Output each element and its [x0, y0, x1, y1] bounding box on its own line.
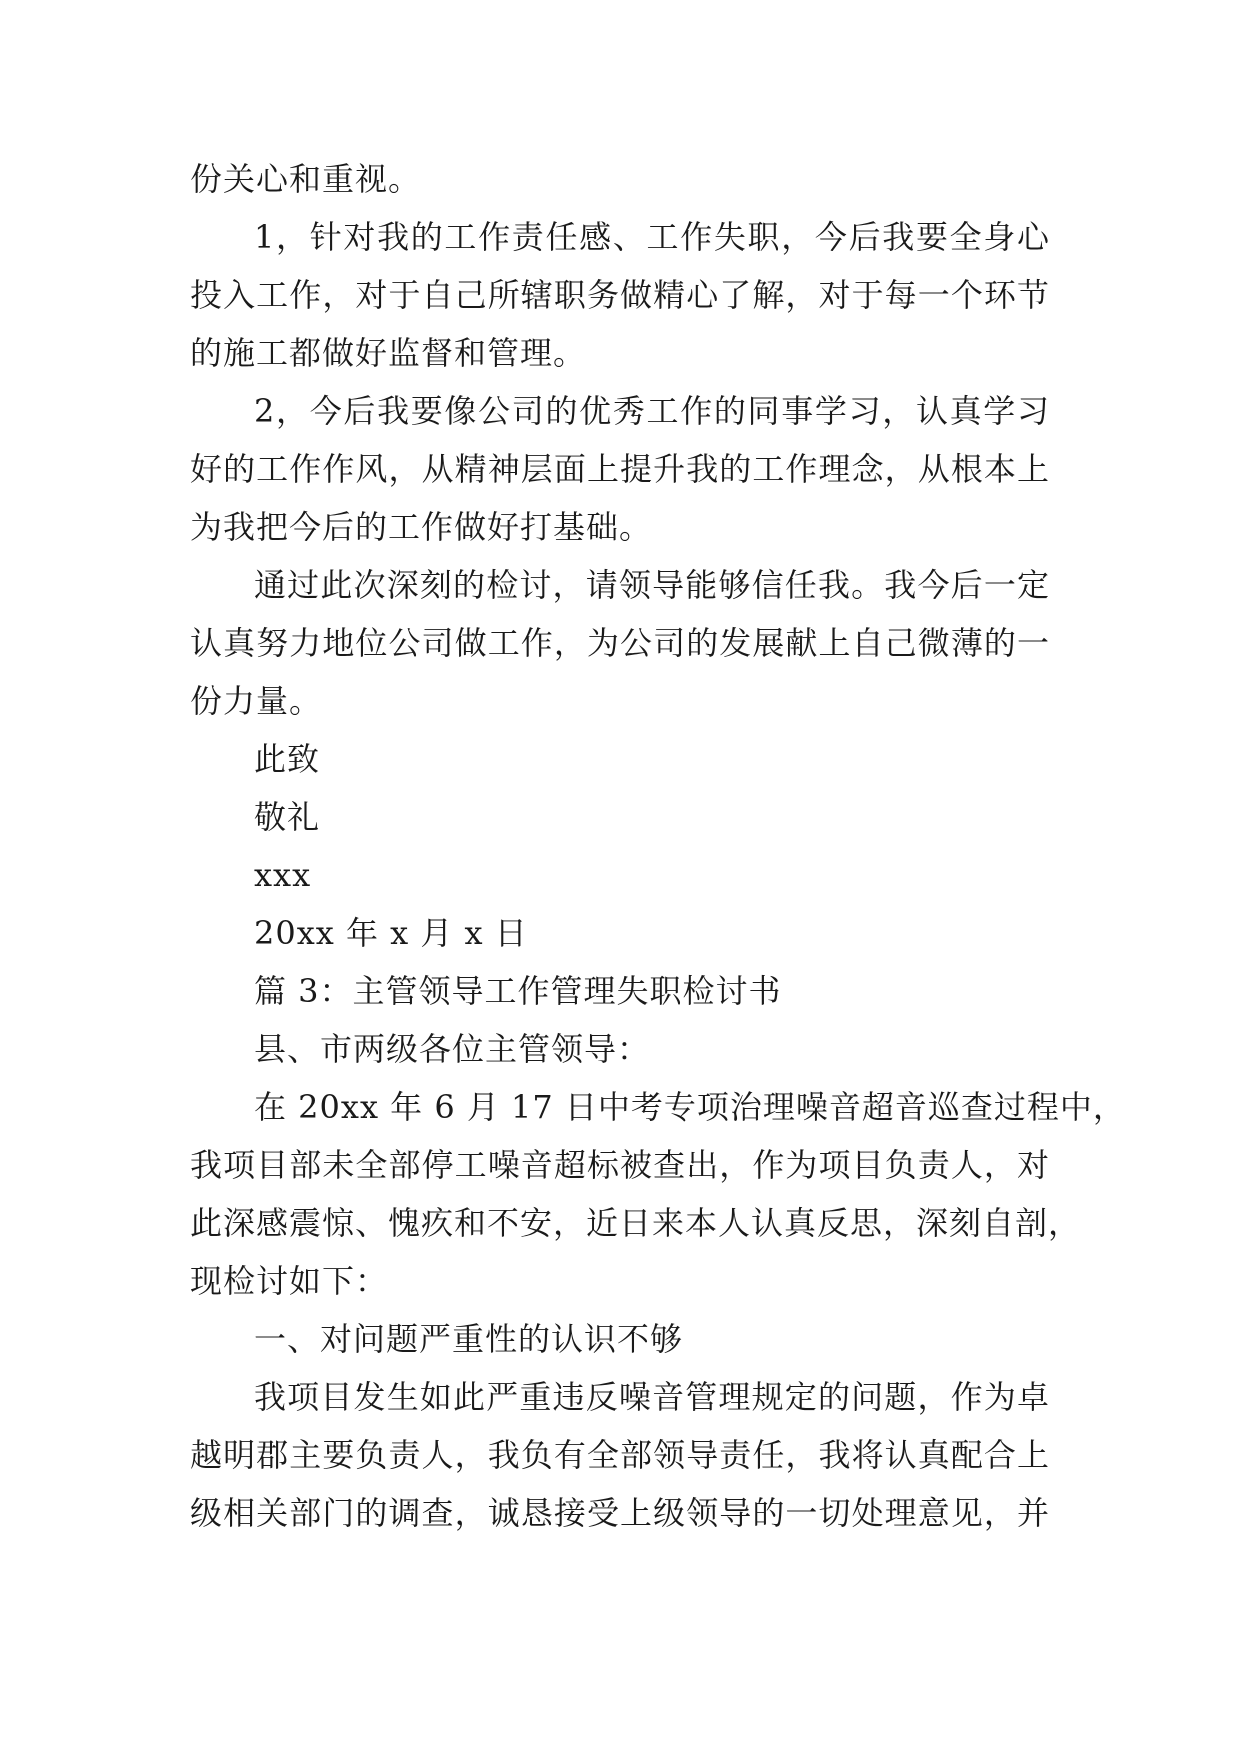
- text-line: 的施工都做好监督和管理。: [190, 334, 587, 372]
- section-title: 篇 3：主管领导工作管理失职检讨书: [254, 972, 782, 1010]
- text-line: 份力量。: [190, 682, 323, 720]
- text-line: 投入工作，对于自己所辖职务做精心了解，对于每一个环节: [190, 276, 1050, 314]
- text-line: 通过此次深刻的检讨，请领导能够信任我。我今后一定: [254, 566, 1050, 604]
- text-line: 认真努力地位公司做工作，为公司的发展献上自己微薄的一: [190, 624, 1050, 662]
- text-line: 我项目发生如此严重违反噪音管理规定的问题，作为卓: [254, 1378, 1050, 1416]
- closing-salutation: 此致: [254, 740, 321, 778]
- text-line: 我项目部未全部停工噪音超标被查出，作为项目负责人，对: [190, 1146, 1050, 1184]
- signature-name: xxx: [254, 856, 312, 894]
- text-line: 越明郡主要负责人，我负有全部领导责任，我将认真配合上: [190, 1436, 1050, 1474]
- text-line: 份关心和重视。: [190, 160, 422, 198]
- text-line: 1，针对我的工作责任感、工作失职，今后我要全身心: [254, 218, 1050, 256]
- text-line: 此深感震惊、愧疚和不安，近日来本人认真反思，深刻自剖，: [190, 1204, 1082, 1242]
- text-line: 级相关部门的调查，诚恳接受上级领导的一切处理意见，并: [190, 1494, 1050, 1532]
- text-line: 在 20xx 年 6 月 17 日中考专项治理噪音超音巡查过程中，: [254, 1088, 1126, 1126]
- text-line: 现检讨如下：: [190, 1262, 389, 1300]
- text-line: 为我把今后的工作做好打基础。: [190, 508, 653, 546]
- signature-date: 20xx 年 x 月 x 日: [254, 914, 528, 952]
- letter-addressee: 县、市两级各位主管领导：: [254, 1030, 651, 1068]
- subsection-heading: 一、对问题严重性的认识不够: [254, 1320, 684, 1358]
- text-line: 好的工作作风，从精神层面上提升我的工作理念，从根本上: [190, 450, 1050, 488]
- closing-regards: 敬礼: [254, 798, 321, 836]
- text-line: 2，今后我要像公司的优秀工作的同事学习，认真学习: [254, 392, 1050, 430]
